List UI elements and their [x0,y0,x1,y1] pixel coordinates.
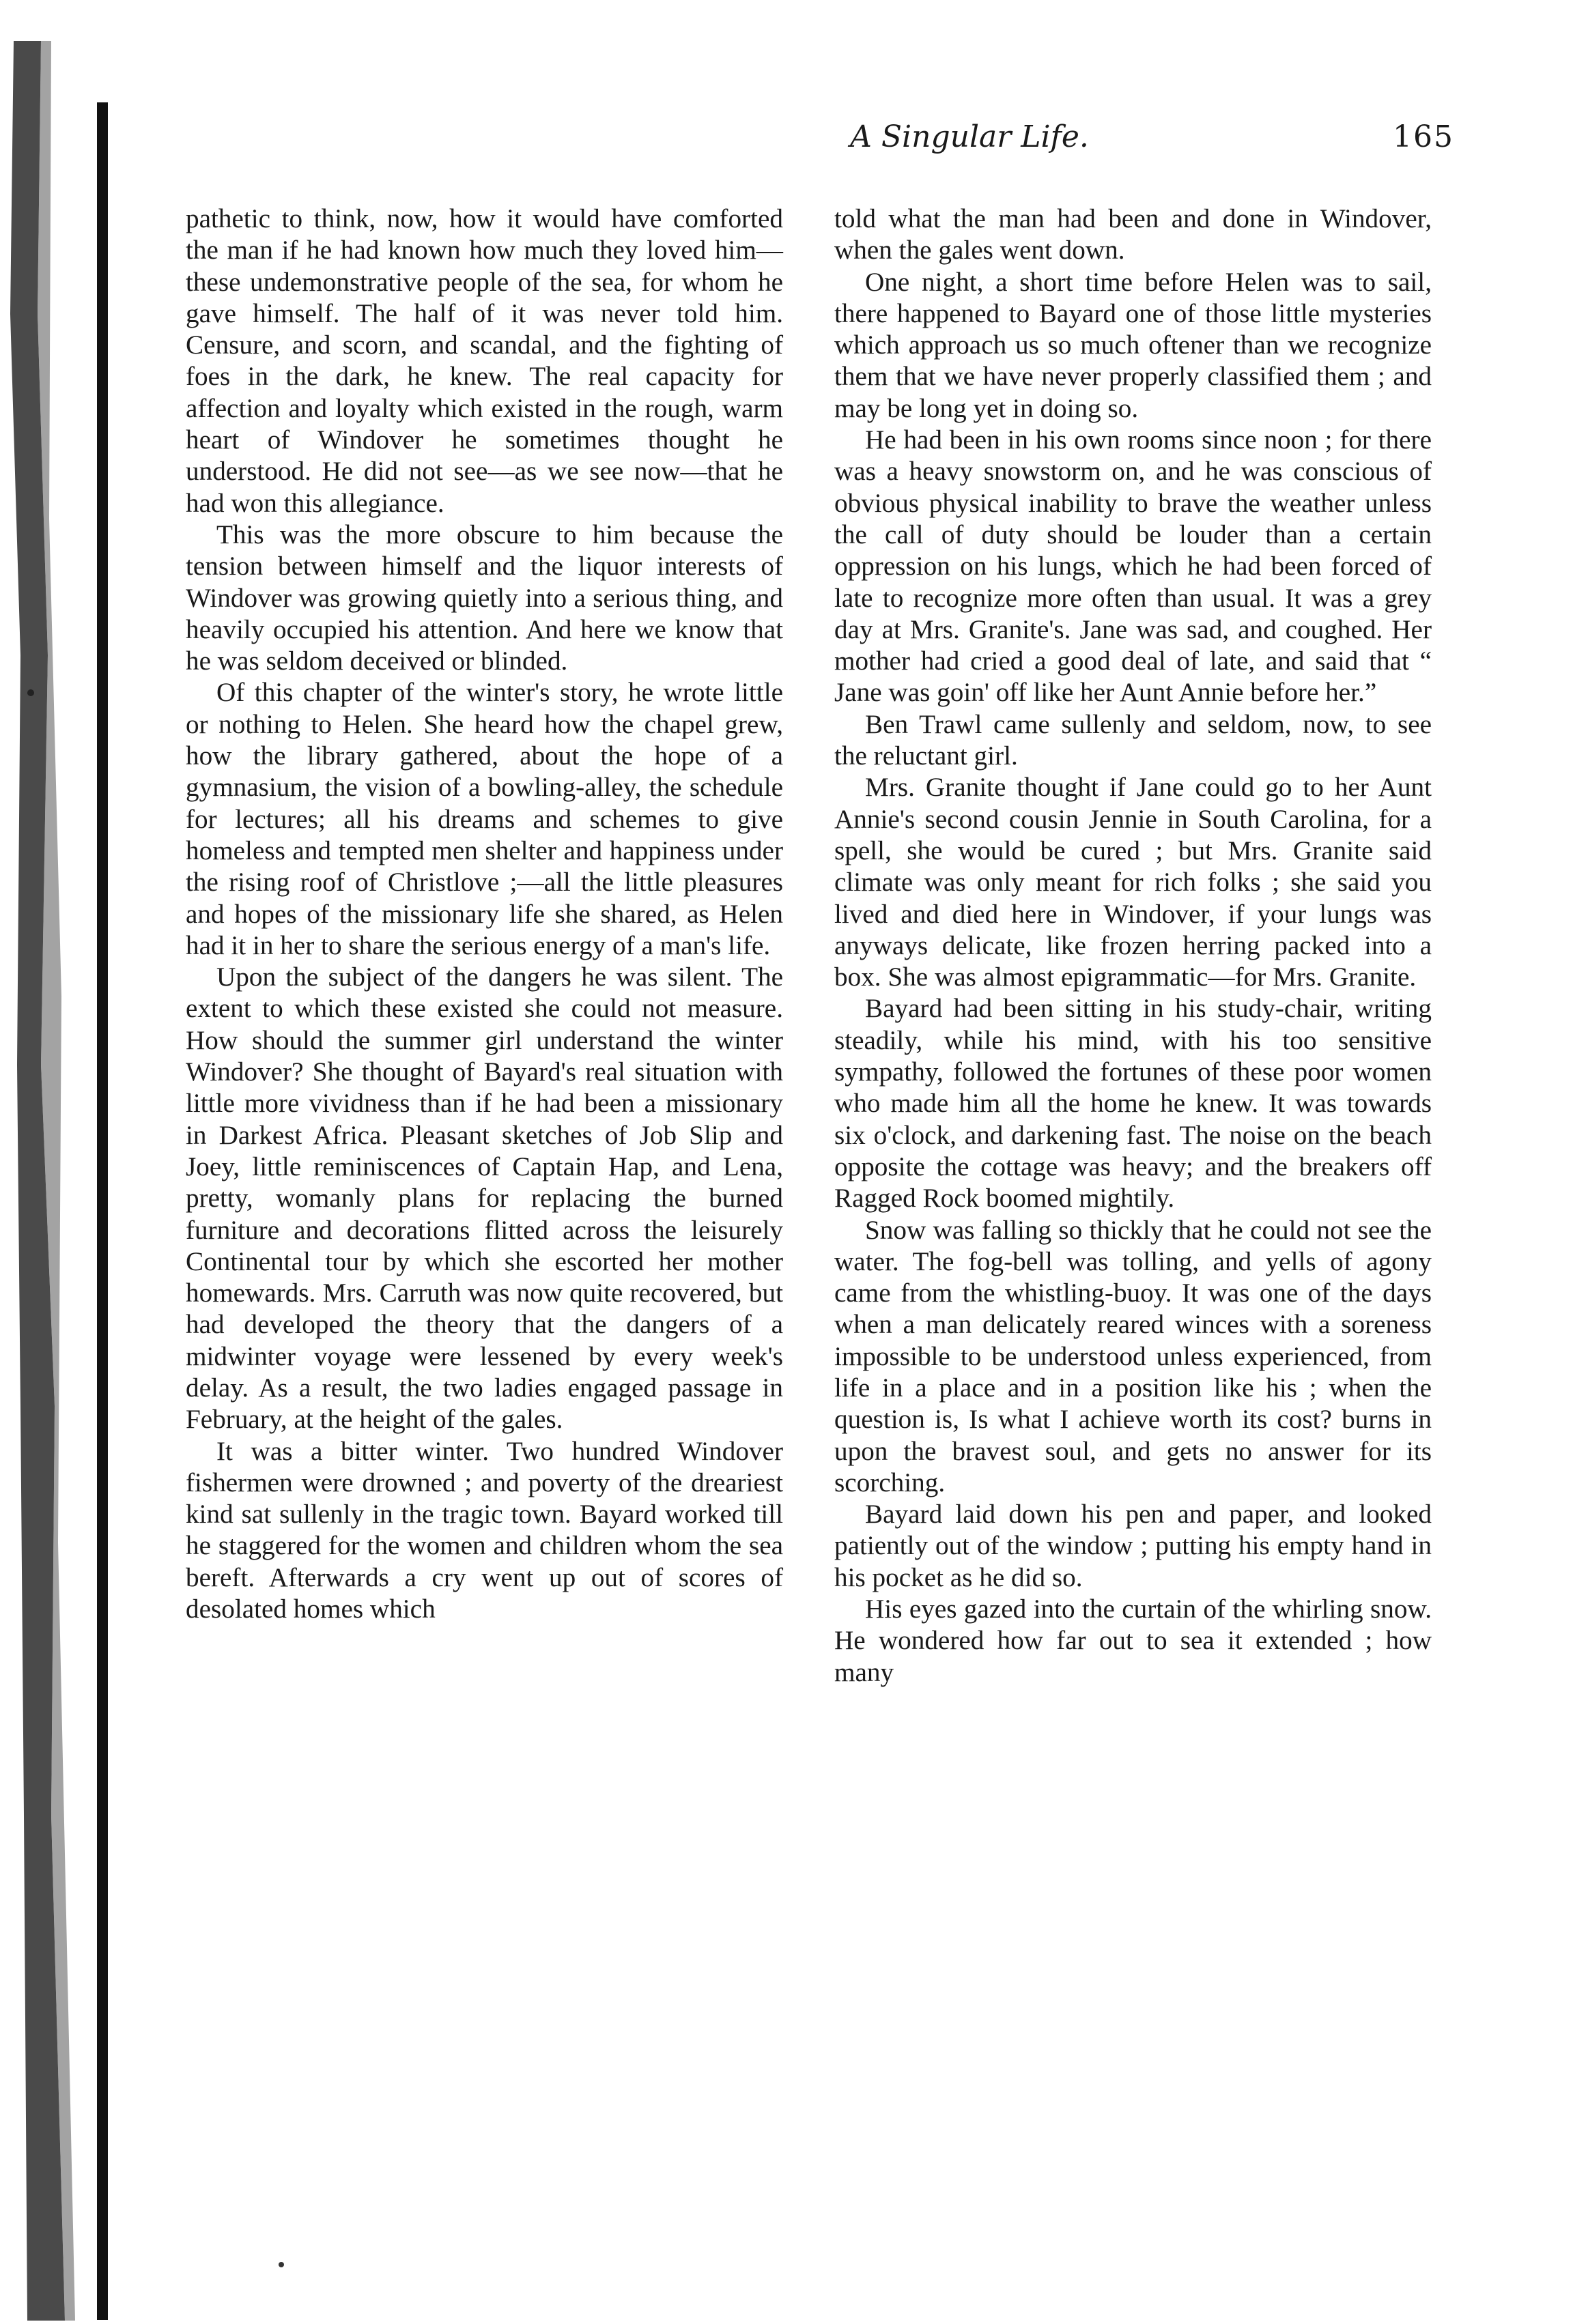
paragraph: Ben Trawl came sullenly and seldom, now, to see the reluctant girl. [834,709,1432,771]
page-binding-edge [0,41,92,2321]
paragraph: told what the man had been and done in Windover, when the gales went down. [834,204,1432,266]
paragraph: One night, a short time before Helen was to sail, there happened to Bayard one of those little mysteries which approach us so much oftener than we recognize them that we have never properly classified them ; and may be long yet in doing so. [834,267,1432,423]
paragraph: He had been in his own rooms since noon ; for there was a heavy snowstorm on, and he was conscious of obvious physical inability to brave the weather unless the call of duty should be louder than a certain oppression on his lungs, which he had been forced of late to recognize more often than usual. It was a grey day at Mrs. Granite's. Jane was sad, and coughed. Her mother had cried a good deal of late, and said that “ Jane was goin' off like her Aunt Annie before her.” [834,425,1432,708]
running-title: A Singular Life. [850,119,1089,154]
binding-shadow [0,41,92,2321]
paragraph: His eyes gazed into the curtain of the whirling snow. He wondered how far out to sea it extended ; how many [834,1594,1432,1687]
paragraph: Of this chapter of the winter's story, he wrote little or nothing to Helen. She heard how the chapel grew, how the library gathered, about the hope of a gymnasium, the vision of a bowling-alley, the schedule for lectures; all his dreams and schemes to give homeless and tempted men shelter and happiness under the rising roof of Christlove ;—all the little pleasures and hopes of the missionary life she shared, as Helen had it in her to share the serious energy of a man's life. [186,678,783,960]
binding-rule [97,102,108,2320]
print-speck [279,2262,284,2267]
paragraph: Mrs. Granite thought if Jane could go to her Aunt Annie's second cousin Jennie in South Carolina, for a spell, she would be cured ; but Mrs. Granite said climate was only meant for rich folks ; she said you lived and died here in Windover, if your lungs was anyways delicate, like frozen herring packed into a box. She was almost epigrammatic—for Mrs. Granite. [834,773,1432,992]
paragraph: This was the more obscure to him because the tension between himself and the liquor interests of Windover was growing quietly into a serious thing, and heavily occupied his attention. And here we know that he was seldom deceived or blinded. [186,519,783,676]
left-column [186,203,783,1625]
paragraph: Bayard had been sitting in his study-chair, writing steadily, while his mind, with his too sensitive sympathy, followed the fortunes of these poor women who made him all the home he knew. It was towards six o'clock, and darkening fast. The noise on the beach opposite the cottage was heavy; and the breakers off Ragged Rock boomed mightily. [834,994,1432,1214]
page-header [184,119,1454,167]
paragraph: Snow was falling so thickly that he could not see the water. The fog-bell was tolling, and yells of agony came from the whistling-buoy. It was one of the days when a man delicately reared winces with a soreness impossible to be understood unless experienced, from life in a place and in a position like his ; when the question is, Is what I achieve worth its cost? burns in upon the bravest soul, and gets no answer for its scorching. [834,1215,1432,1497]
page-number: 165 [1393,119,1454,154]
paragraph: Upon the subject of the dangers he was silent. The extent to which these existed she could not measure. How should the summer girl understand the winter Windover? She thought of Bayard's real situation with little more vividness than if he had been a missionary in Darkest Africa. Pleasant sketches of Job Slip and Joey, little reminiscences of Captain Hap, and Lena, pretty, womanly plans for replacing the burned furniture and decorations flitted across the leisurely Continental tour by which she escorted her mother homewards. Mrs. Carruth was now quite recovered, but had developed the theory that the dangers of a midwinter voyage were lessened by every week's delay. As a result, the two ladies engaged passage in February, at the height of the gales. [186,962,783,1435]
paragraph: It was a bitter winter. Two hundred Windover fishermen were drowned ; and poverty of the dreariest kind sat sullenly in the tragic town. Bayard worked till he staggered for the women and children whom the sea bereft. Afterwards a cry went up out of scores of desolated homes which [186,1436,783,1624]
paragraph: Bayard laid down his pen and paper, and looked patiently out of the window ; putting his empty hand in his pocket as he did so. [834,1500,1432,1592]
binding-speck [27,689,34,696]
right-column [834,203,1432,1689]
paragraph: pathetic to think, now, how it would have comforted the man if he had known how much they loved him— these undemonstrative people of the sea, for whom he gave himself. The half of it was never told him. Censure, and scorn, and scandal, and the fighting of foes in the dark, he knew. The real capacity for affection and loyalty which existed in the rough, warm heart of Windover he sometimes thought he understood. He did not see—as we see now—that he had won this allegiance. [186,204,783,518]
